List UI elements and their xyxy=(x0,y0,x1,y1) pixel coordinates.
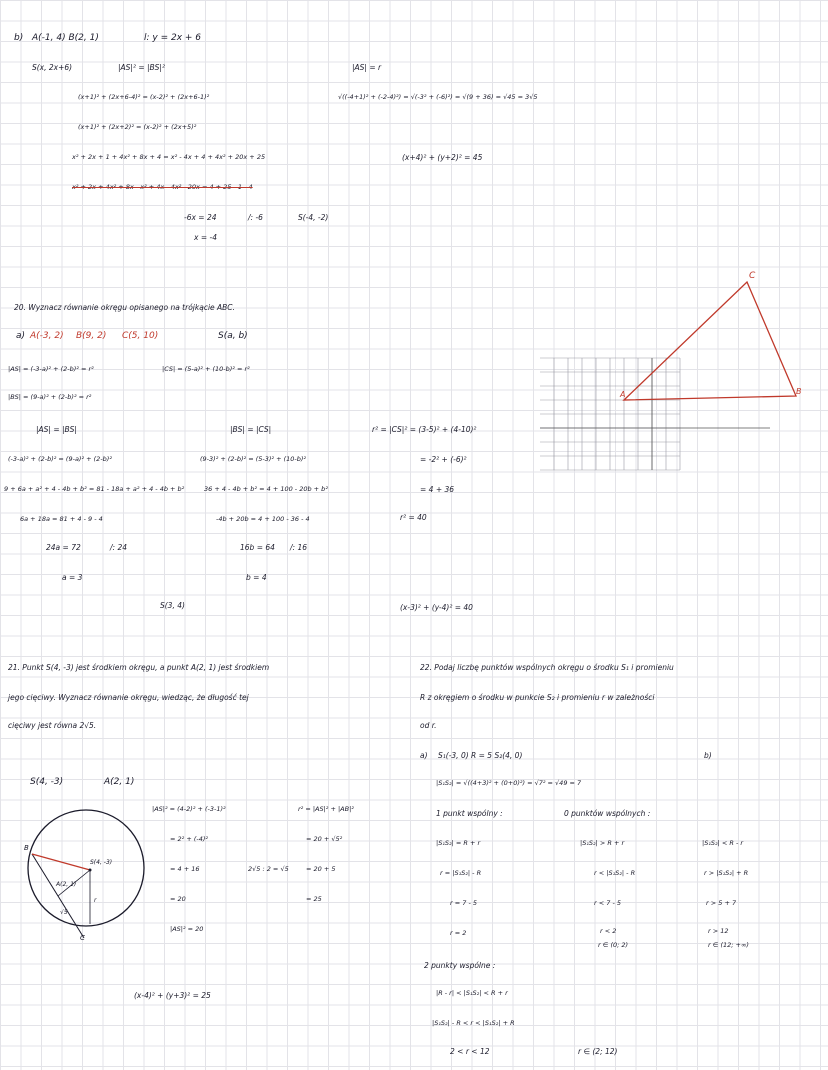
problem-b-label: b) xyxy=(14,33,24,43)
problem-20-div16: /: 16 xyxy=(290,543,307,552)
problem-22-zero-c3: r < 7 - 5 xyxy=(594,899,621,907)
problem-b-points: A(-1, 4) B(2, 1) xyxy=(32,33,99,43)
diagram-label-s: S(4, -3) xyxy=(90,859,113,866)
problem-b-eq4: x² + 2x + 4x² + 8x - x² + 4x - 4x² - 20x = 4 + 25 - 1 - 4 xyxy=(72,183,253,191)
problem-22-one-c2: r = |S₁S₂| - R xyxy=(440,869,482,877)
problem-22-text-line2: R z okręgiem o środku w punkcie S₂ i promieniu r w zależności xyxy=(420,693,655,702)
problem-21-circle-eq: (x-4)² + (y+3)² = 25 xyxy=(134,991,211,1000)
problem-b-circle-eq: (x+4)² + (y+2)² = 45 xyxy=(402,153,483,162)
problem-22-inner-c2: r > |S₁S₂| + R xyxy=(704,869,749,877)
problem-20-div24: /: 24 xyxy=(110,543,127,552)
circle xyxy=(28,810,144,926)
problem-21-r-calc3: = 20 + 5 xyxy=(306,865,336,873)
problem-b-eq2: (x+1)² + (2x+2)² = (x-2)² + (2x+5)² xyxy=(78,123,197,131)
problem-21-text-line2: jego cięciwy. Wyznacz równanie okręgu, wiedząc, że długość tej xyxy=(8,693,249,702)
problem-20-b-val: b = 4 xyxy=(246,573,267,582)
problem-22-one-c1: |S₁S₂| = R + r xyxy=(436,839,481,847)
diagram-label-b: B xyxy=(24,844,29,852)
problem-20-circle-eq: (x-3)² + (y-4)² = 40 xyxy=(400,603,473,612)
problem-20-a-val: a = 3 xyxy=(62,573,83,582)
problem-b-div: /: -6 xyxy=(248,213,263,222)
problem-22-text-line1: 22. Podaj liczbę punktów wspólnych okręgu o środku S₁ i promieniu xyxy=(420,663,674,672)
problem-20-simp1: 6a + 18a = 81 + 4 - 9 - 4 xyxy=(20,515,103,523)
diagram-label-seg: √5 xyxy=(60,909,68,916)
problem-22-sub-b: b) xyxy=(704,751,712,760)
diagram-label-a: A(2, 1) xyxy=(56,881,77,888)
problem-21-as-calc1: |AS|² = (4-2)² + (-3-1)² xyxy=(152,805,226,813)
problem-20-r-line1: r² = |CS|² = (3-5)² + (4-10)² xyxy=(372,425,477,434)
problem-b-eq1: (x+1)² + (2x+6-4)² = (x-2)² + (2x+6-1)² xyxy=(78,93,210,101)
problem-b-result-s: S(-4, -2) xyxy=(298,213,329,222)
graph-grid xyxy=(540,358,680,470)
problem-20-center: S(a, b) xyxy=(218,331,248,341)
problem-20-expand3: (9-3)² + (2-b)² = (5-3)² + (10-b)² xyxy=(200,455,307,463)
problem-22-two-c2: |S₁S₂| - R < r < |S₁S₂| + R xyxy=(432,1019,515,1027)
problem-22-inner-c4: r > 12 xyxy=(708,927,729,935)
problem-20-r-line2: = -2² + (-6)² xyxy=(420,455,467,464)
problem-21-as-calc4: = 20 xyxy=(170,895,186,903)
problem-21-text-line1: 21. Punkt S(4, -3) jest środkiem okręgu, a punkt A(2, 1) jest środkiem xyxy=(8,663,270,672)
problem-20-cs-eq: |CS| = (5-a)² + (10-b)² = r² xyxy=(162,365,250,373)
problem-22-zero-c5: r ∈ (0; 2) xyxy=(598,941,629,949)
problem-22-sub-a: a) xyxy=(420,751,428,760)
problem-20-simp4: 16b = 64 xyxy=(240,543,275,552)
problem-20-expand4: 36 + 4 - 4b + b² = 4 + 100 - 20b + b² xyxy=(204,485,328,493)
problem-b-r-calc: √((-4+1)² + (-2-4)²) = √(-3² + (-6)²) = √(9 + 36) = √45 = 3√5 xyxy=(338,93,538,101)
problem-20-eq-bs-cs: |BS| = |CS| xyxy=(230,425,272,434)
problem-b-result-x: x = -4 xyxy=(194,233,217,242)
problem-20-simp2: 24a = 72 xyxy=(46,543,81,552)
problem-21-r-calc1: r² = |AS|² + |AB|² xyxy=(298,805,354,813)
problem-20-point-a: A(-3, 2) xyxy=(30,331,64,341)
problem-21-s-label: S(4, -3) xyxy=(30,777,64,787)
problem-22-inner-c3: r > 5 + 7 xyxy=(706,899,737,907)
problem-22-two-points: 2 punkty wspólne : xyxy=(424,961,496,970)
problem-20-sub-a: a) xyxy=(16,331,26,341)
problem-21-circle-diagram xyxy=(24,800,144,940)
diagram-label-r: r xyxy=(94,897,97,904)
problem-22-inner-c5: r ∈ (12; +∞) xyxy=(708,941,749,949)
problem-20-r-line3: = 4 + 36 xyxy=(420,485,455,494)
graph-label-b: B xyxy=(796,387,802,396)
problem-20-as-eq: |AS| = (-3-a)² + (2-b)² = r² xyxy=(8,365,94,373)
problem-20-point-b: B(9, 2) xyxy=(76,331,107,341)
graph-label-a: A xyxy=(620,390,626,399)
problem-21-as-calc3: = 4 + 16 xyxy=(170,865,200,873)
problem-21-as-calc2: = 2² + (-4)² xyxy=(170,835,208,843)
triangle-abc xyxy=(624,282,796,400)
problem-22-two-c1: |R - r| < |S₁S₂| < R + r xyxy=(436,989,508,997)
problem-22-one-c3: r = 7 - 5 xyxy=(450,899,477,907)
problem-21-as-result: |AS|² = 20 xyxy=(170,925,204,933)
point-s xyxy=(89,869,92,872)
problem-22-dist: |S₁S₂| = √((4+3)² + (0+0)²) = √7² = √49 = 7 xyxy=(436,779,582,787)
problem-21-r-half: 2√5 : 2 = √5 xyxy=(248,865,289,873)
problem-22-zero-c4: r < 2 xyxy=(600,927,617,935)
problem-21-r-calc2: = 20 + √5² xyxy=(306,835,343,843)
problem-21-r-calc4: = 25 xyxy=(306,895,322,903)
problem-20-s-result: S(3, 4) xyxy=(160,601,185,610)
problem-22-inner-c1: |S₁S₂| < R - r xyxy=(702,839,744,847)
problem-20-eq-as-bs: |AS| = |BS| xyxy=(36,425,77,434)
problem-22-zero-c2: r < |S₁S₂| - R xyxy=(594,869,636,877)
graph-label-c: C xyxy=(749,271,756,281)
problem-b-r-label: |AS| = r xyxy=(352,63,382,72)
problem-b-eq3: x² + 2x + 1 + 4x² + 8x + 4 = x² - 4x + 4 + 4x² + 20x + 25 xyxy=(72,153,266,161)
problem-21-text-line3: cięciwy jest równa 2√5. xyxy=(8,721,97,730)
problem-20-expand2: 9 + 6a + a² + 4 - 4b + b² = 81 - 18a + a² + 4 - 4b + b² xyxy=(4,485,185,493)
problem-20-triangle-graph xyxy=(540,270,800,470)
diagram-label-c: C xyxy=(80,934,85,942)
problem-21-a-label: A(2, 1) xyxy=(104,777,135,787)
problem-22-one-c4: r = 2 xyxy=(450,929,467,937)
problem-20-point-c: C(5, 10) xyxy=(122,331,159,341)
problem-b-center: S(x, 2x+6) xyxy=(32,63,73,72)
problem-b-equal-dist: |AS|² = |BS|² xyxy=(118,63,165,72)
problem-20-r-line4: r² = 40 xyxy=(400,513,427,522)
problem-22-one-point: 1 punkt wspólny : xyxy=(436,809,503,818)
problem-b-eq5: -6x = 24 xyxy=(184,213,217,222)
problem-20-expand1: (-3-a)² + (2-b)² = (9-a)² + (2-b)² xyxy=(8,455,112,463)
problem-22-text-line3: od r. xyxy=(420,721,437,730)
problem-22-two-c3: 2 < r < 12 xyxy=(450,1047,490,1056)
problem-20-bs-eq: |BS| = (9-a)² + (2-b)² = r² xyxy=(8,393,92,401)
problem-b-line: l: y = 2x + 6 xyxy=(144,33,202,43)
problem-22-zero-c1: |S₁S₂| > R + r xyxy=(580,839,625,847)
problem-20-simp3: -4b + 20b = 4 + 100 - 36 - 4 xyxy=(216,515,310,523)
problem-22-given: S₁(-3, 0) R = 5 S₂(4, 0) xyxy=(438,751,523,760)
problem-20-title: 20. Wyznacz równanie okręgu opisanego na trójkącie ABC. xyxy=(14,303,235,312)
problem-22-two-c4: r ∈ (2; 12) xyxy=(578,1047,618,1056)
problem-22-zero-points: 0 punktów wspólnych : xyxy=(564,809,651,818)
